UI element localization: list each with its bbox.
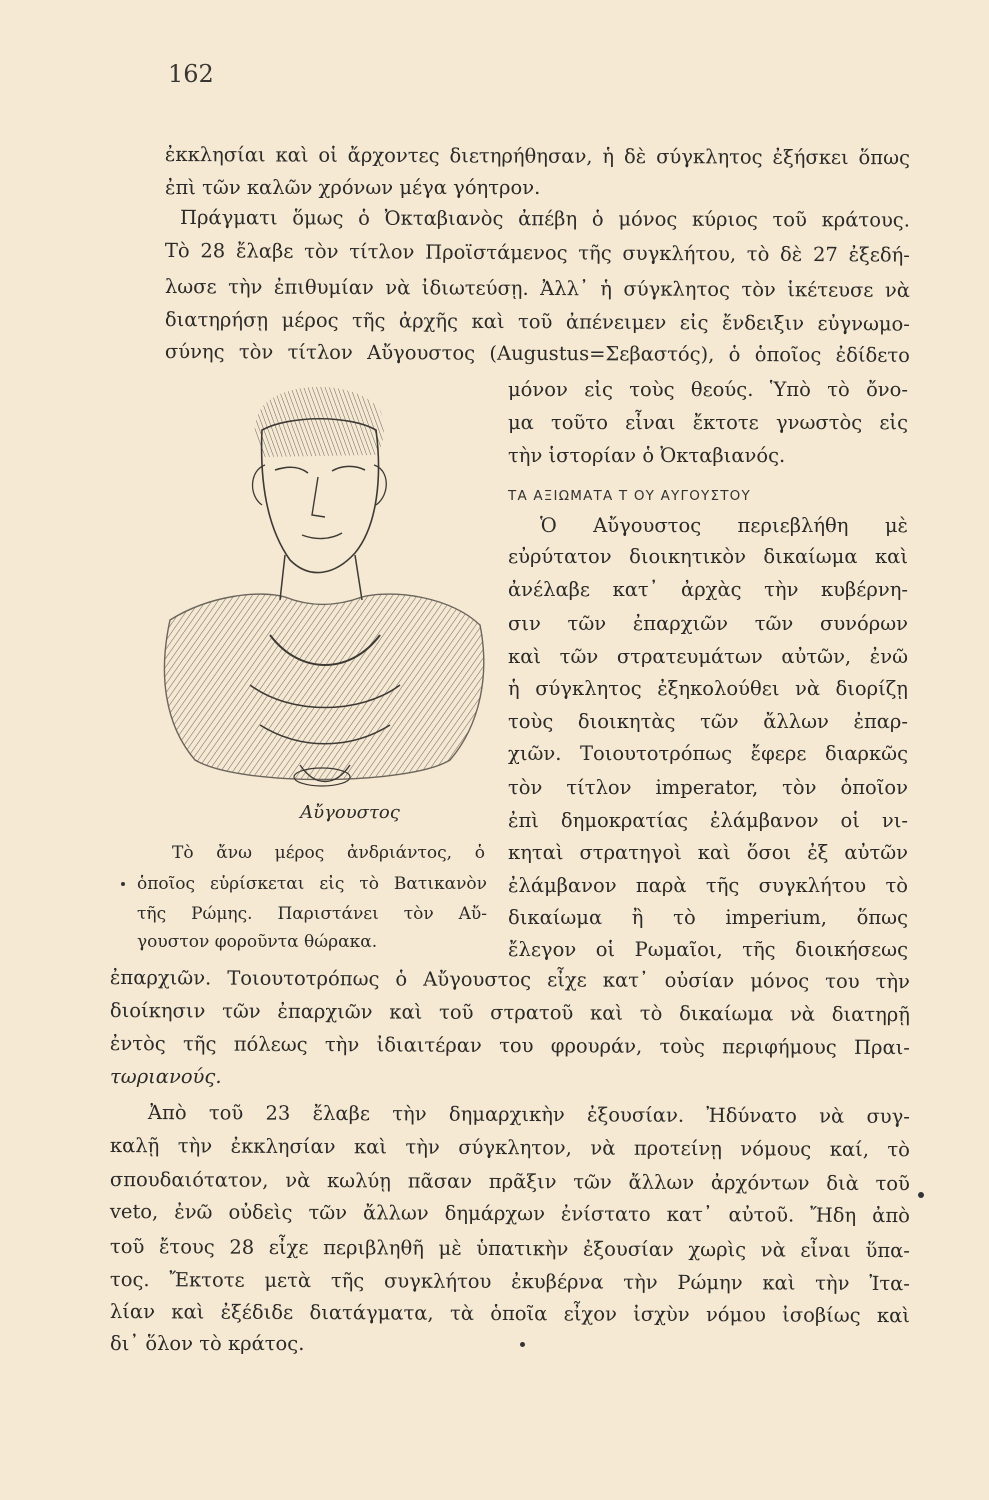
figure-title: Αὔγουστος [300, 802, 400, 823]
text-line: καλῇ τὴν ἐκκλησίαν καὶ τὴν σύγκλητον, νὰ προτείνῃ νόμους καί, τὸ [109, 1134, 910, 1162]
text-line: τὴν ἱστορίαν ὁ Ὀκταβιανός. [508, 444, 786, 467]
text-line: καὶ τῶν στρατευμάτων αὐτῶν, ἐνῶ [508, 645, 908, 668]
text-line: σύνης τὸν τίτλον Αὔγουστος (Augustus=Σεβαστός), ὁ ὁποῖος ἐδίδετο [164, 340, 911, 367]
text-line: διοίκησιν τῶν ἐπαρχιῶν καὶ τοῦ στρατοῦ καὶ τὸ δικαίωμα νὰ διατηρῇ [109, 999, 910, 1027]
text-line: Ὁ Αὔγουστος περιεβλήθη μὲ [540, 514, 908, 537]
text-line: ἀνέλαβε κατ᾽ ἀρχὰς τὴν κυβέρνη- [508, 578, 908, 601]
figure-caption-line: γουστον φοροῦντα θώρακα. [137, 932, 378, 952]
figure-caption-line: Τὸ ἄνω μέρος ἀνδριάντος, ὁ [172, 843, 485, 863]
text-line: σπουδαιότατον, νὰ κωλύῃ πᾶσαν πρᾶξιν τῶν ἄλλων ἀρχόντων διὰ τοῦ [109, 1168, 910, 1196]
text-line: ἐντὸς τῆς πόλεως τὴν ἰδιαιτέραν του φρουράν, τοὺς περιφήμους Πραι- [109, 1032, 910, 1060]
text-line: χιῶν. Τοιουτοτρόπως ἔφερε διαρκῶς [508, 742, 908, 765]
text-line: ἐπὶ τῶν καλῶν χρόνων μέγα γόητρον. [165, 176, 541, 199]
text-line: κηταὶ στρατηγοὶ καὶ ὅσοι ἐξ αὐτῶν [508, 841, 908, 864]
text-line: μόνον εἰς τοὺς θεούς. Ὑπὸ τὸ ὄνο- [508, 378, 908, 401]
text-line: λίαν καὶ ἐξέδιδε διατάγματα, τὰ ὁποῖα εἶχον ἰσχὺν νόμου ἰσοβίως καὶ [109, 1300, 910, 1328]
text-line: λωσε τὴν ἐπιθυμίαν νὰ ἰδιωτεύσῃ. Ἀλλ᾽ ἡ σύγκλητος τὸν ἱκέτευσε νὰ [164, 275, 911, 302]
text-line: Πράγματι ὅμως ὁ Ὀκταβιανὸς ἀπέβη ὁ μόνος κύριος τοῦ κράτους. [179, 206, 911, 232]
text-line: ἐκκλησίαι καὶ οἱ ἄρχοντες διετηρήθησαν, ἡ δὲ σύγκλητος ἐξήσκει ὅπως [164, 143, 911, 170]
text-line: ἐλάμβανον παρὰ τῆς συγκλήτου τὸ [508, 874, 908, 897]
text-line: Τὸ 28 ἔλαβε τὸν τίτλον Προϊστάμενος τῆς συγκλήτου, τὸ δὲ 27 ἐξεδή- [164, 239, 910, 267]
text-line: τὸν τίτλον imperator, τὸν ὁποῖον [508, 776, 908, 799]
text-line: ἡ σύγκλητος ἐξηκολούθει νὰ διορίζῃ [508, 677, 908, 700]
figure-caption-line: ὁποῖος εὑρίσκεται εἰς τὸ Βατικανὸν [137, 874, 487, 894]
augustus-bust-illustration [150, 375, 495, 795]
text-line: δικαίωμα ἢ τὸ imperium, ὅπως [508, 906, 908, 929]
text-line: διατηρήσῃ μέρος τῆς ἀρχῆς καὶ τοῦ ἀπένειμεν εἰς ἔνδειξιν εὐγνωμο- [164, 308, 910, 336]
text-line: τωριανούς. [110, 1065, 222, 1088]
text-line: μα τοῦτο εἶναι ἔκτοτε γνωστὸς εἰς [508, 411, 908, 434]
page-number: 162 [168, 60, 214, 88]
section-heading: ΤΑ ΑΞΙΩΜΑΤΑ Τ ΟΥ ΑΥΓΟΥΣΤΟΥ [508, 488, 751, 504]
text-line: τος. Ἔκτοτε μετὰ τῆς συγκλήτου ἐκυβέρνα τὴν Ρώμην καὶ τὴν Ἰτα- [109, 1268, 910, 1296]
ink-dot [520, 1342, 525, 1347]
text-line: ἐπαρχιῶν. Τοιουτοτρόπως ὁ Αὔγουστος εἶχε κατ᾽ οὐσίαν μόνος του τὴν [109, 966, 910, 994]
text-line: ἐπὶ δημοκρατίας ἐλάμβανον οἱ νι- [508, 809, 908, 832]
text-line: ἔλεγον οἱ Ρωμαῖοι, τῆς διοικήσεως [508, 938, 908, 961]
text-line: σιν τῶν ἐπαρχιῶν τῶν συνόρων [508, 612, 908, 635]
text-line: εὐρύτατον διοικητικὸν δικαίωμα καὶ [508, 545, 908, 568]
text-line: veto, ἐνῶ οὐδεὶς τῶν ἄλλων δημάρχων ἐνίστατο κατ᾽ αὐτοῦ. Ἤδη ἀπὸ [109, 1200, 910, 1228]
text-line: Ἀπὸ τοῦ 23 ἔλαβε τὴν δημαρχικὴν ἐξουσίαν. Ἠδύνατο νὰ συγ- [147, 1101, 911, 1128]
text-line: τοὺς διοικητὰς τῶν ἄλλων ἐπαρ- [508, 710, 908, 733]
ink-dot [918, 1192, 924, 1198]
text-line: δι᾽ ὅλον τὸ κράτος. [110, 1332, 305, 1355]
caption-bullet [121, 882, 125, 886]
figure-caption-line: τῆς Ρώμης. Παριστάνει τὸν Αὔ- [137, 904, 487, 924]
text-line: τοῦ ἔτους 28 εἶχε περιβληθῆ μὲ ὑπατικὴν ἐξουσίαν χωρὶς νὰ εἶναι ὕπα- [109, 1235, 910, 1263]
